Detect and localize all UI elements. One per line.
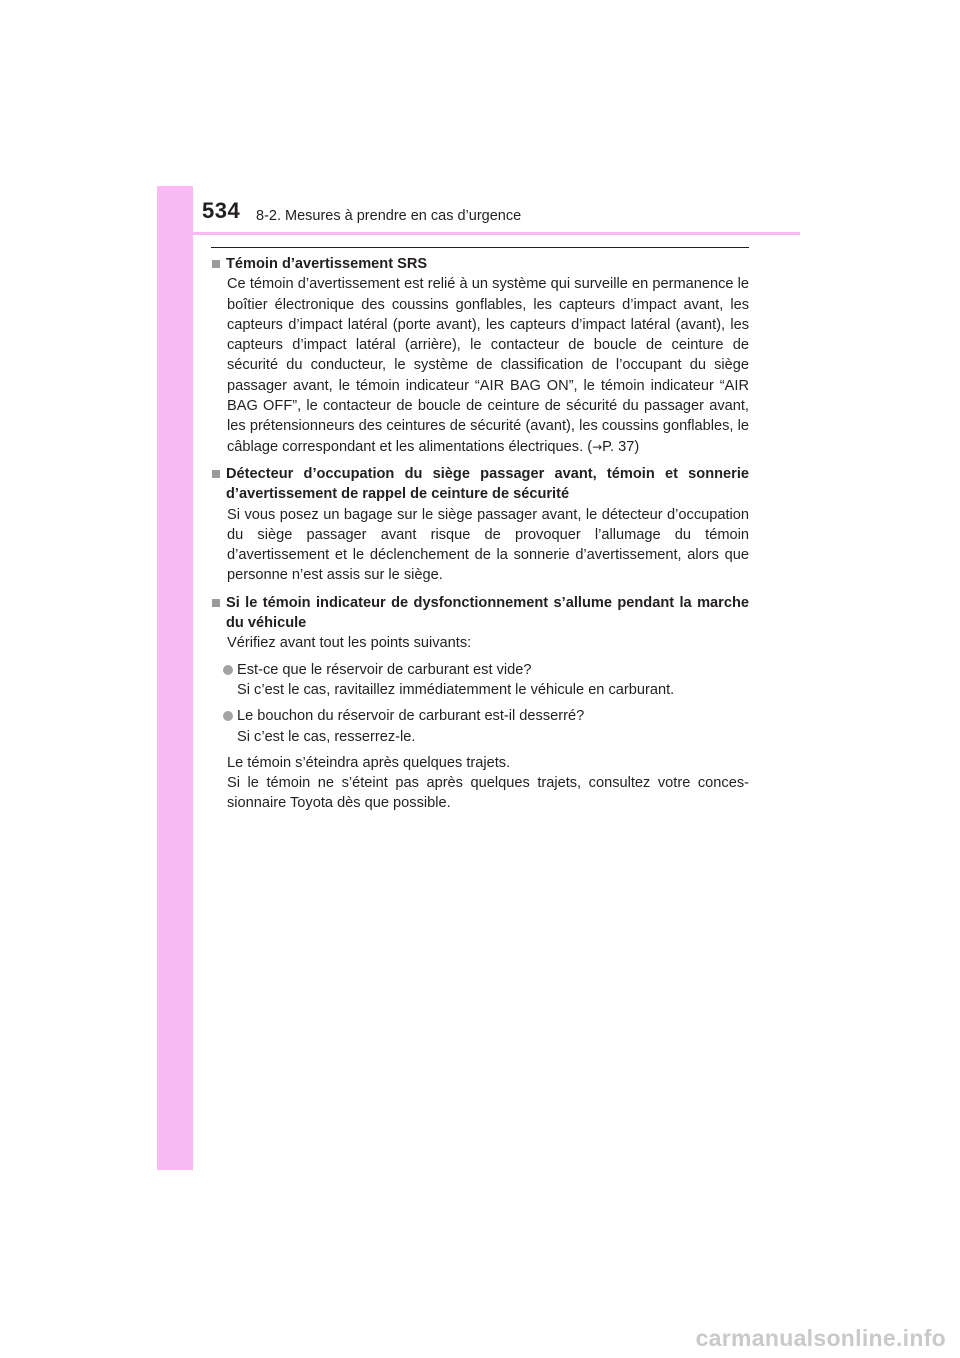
list-item-line: Le bouchon du réservoir de carburant est-il desserré? [237, 708, 585, 725]
square-bullet-icon [212, 470, 220, 478]
section-heading [211, 464, 749, 505]
section-heading [211, 593, 749, 634]
paragraph [227, 274, 749, 457]
heading-text: Détecteur d’occupation du siège passager avant, témoin et sonnerie d’avertissement de rappel de ceinture de sécurité [226, 465, 749, 503]
side-tab-band [157, 186, 193, 1170]
page-reference-link[interactable]: P. 37) [602, 438, 640, 455]
list-item-text [237, 706, 749, 747]
paragraph: Vérifiez avant tout les points suivants: [227, 635, 472, 652]
watermark: carmanualsonline.info [695, 1325, 946, 1351]
heading-text: Si le témoin indicateur de dysfonctionnement s’allume pendant la marche du véhicule [226, 594, 749, 632]
list-item-text [237, 660, 749, 701]
list-item [223, 660, 749, 701]
paragraph-text: Ce témoin d’avertissement est relié à un système qui surveille en permanence le boîtier électronique des coussins gonflables, les capteurs d’impact avant, les capteurs d’impact latéral (porte avant), les capteurs d’impact latéral (avant), les capteurs d’impact latéral (arrière), le contacteur de boucle de ceinture de sécurité du conducteur, le système de classification de l’occupant du siège passager avant, le témoin indicateur “AIR BAG ON”, le témoin indicateur “AIR BAG OFF”, le contacteur de boucle de ceinture de sécurité du passager avant, les prétensionneurs des ceintures de sécurité (avant), les coussins gonflables, le câblage correspondant et les alimentations électriques. ( [227, 276, 749, 455]
square-bullet-icon [212, 260, 220, 268]
round-bullet-icon [223, 665, 233, 675]
heading-text: Témoin d’avertissement SRS [226, 256, 428, 272]
square-bullet-icon [212, 599, 220, 607]
paragraph: Si vous posez un bagage sur le siège passager avant, le détecteur d’occupation du siège passager avant risque de provoquer l’allumage du témoin d’avertissement et le déclenchement de la sonnerie d’avertissement, alors que personne n’est assis sur le siège. [227, 506, 749, 584]
page-content [211, 254, 749, 821]
section-heading [211, 254, 749, 274]
arrow-icon: → [592, 439, 603, 454]
list-item [223, 706, 749, 747]
section-srs-warning [211, 254, 749, 457]
paragraph: Le témoin s’éteindra après quelques trajets. [227, 754, 511, 771]
section-occupant-detector [211, 464, 749, 586]
header-accent-line [193, 232, 800, 235]
list-item-line: Est-ce que le réservoir de carburant est vide? [237, 661, 532, 678]
paragraph: Si le témoin ne s’éteint pas après quelques trajets, consultez votre concessionnaire Toyota dès que possible. [227, 775, 749, 812]
round-bullet-icon [223, 711, 233, 721]
list-item-line: Si c’est le cas, ravitaillez immédiatemment le véhicule en carburant. [237, 681, 675, 698]
section-title: 8-2. Mesures à prendre en cas d’urgence [256, 208, 522, 224]
section-malfunction-indicator [211, 593, 749, 814]
page-number: 534 [202, 198, 241, 223]
top-rule [211, 247, 749, 248]
list-item-line: Si c’est le cas, resserrez-le. [237, 728, 416, 745]
